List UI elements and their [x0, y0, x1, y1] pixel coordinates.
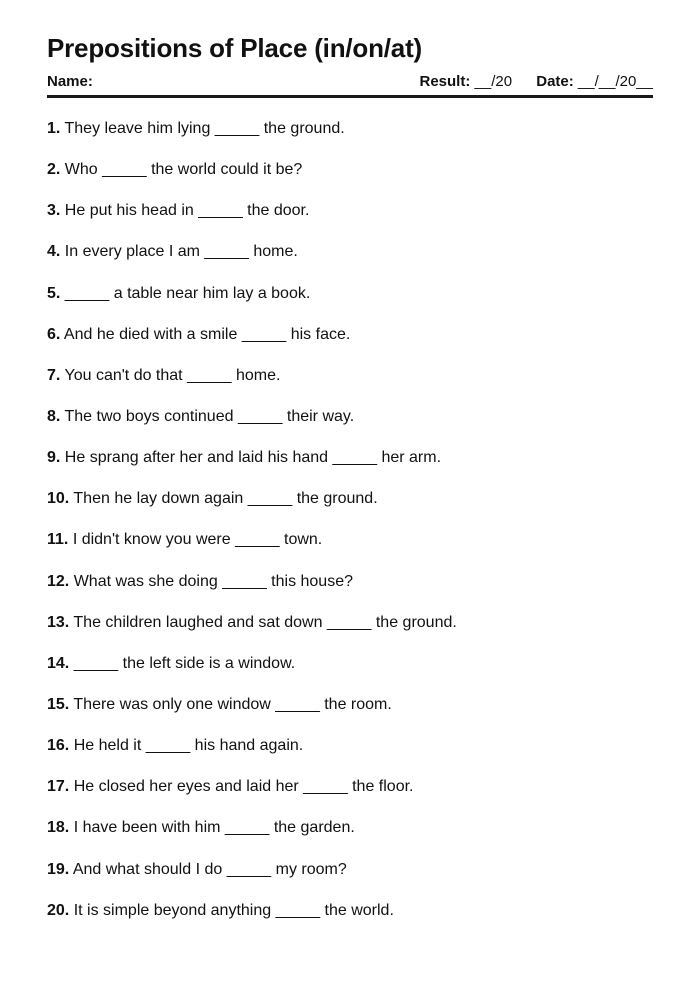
question-number: 13. [47, 613, 70, 631]
question-text: I didn't know you were _____ town. [72, 531, 323, 549]
question-text: There was only one window _____ the room. [73, 695, 392, 713]
header-divider [47, 95, 653, 98]
question-number: 6. [47, 325, 61, 343]
question-text: _____ the left side is a window. [73, 654, 296, 672]
question-text: Then he lay down again _____ the ground. [73, 490, 378, 508]
question-number: 4. [47, 243, 61, 261]
question-text: The children laughed and sat down _____ the ground. [73, 613, 457, 631]
question-item [47, 365, 653, 406]
question-text: The two boys continued _____ their way. [64, 407, 355, 425]
question-list [47, 118, 653, 941]
question-number: 1. [47, 120, 61, 137]
question-item [47, 735, 653, 776]
date-value: __/__/20__ [577, 73, 653, 90]
question-number: 15. [47, 695, 70, 713]
question-text: They leave him lying _____ the ground. [64, 120, 345, 137]
question-text: I have been with him _____ the garden. [73, 819, 355, 837]
question-number: 19. [47, 860, 70, 878]
question-number: 16. [47, 737, 70, 755]
question-number: 3. [47, 202, 61, 220]
question-item [47, 324, 653, 365]
question-item [47, 283, 653, 324]
question-item [47, 571, 653, 612]
question-item [47, 406, 653, 447]
question-text: In every place I am _____ home. [64, 243, 298, 261]
question-text: _____ a table near him lay a book. [64, 284, 311, 302]
question-number: 18. [47, 819, 70, 837]
question-text: He closed her eyes and laid her _____ the floor. [73, 778, 414, 796]
question-item [47, 529, 653, 570]
question-text: He put his head in _____ the door. [64, 202, 310, 220]
question-text: He sprang after her and laid his hand _____ her arm. [64, 449, 442, 467]
question-text: You can't do that _____ home. [64, 366, 281, 384]
question-number: 12. [47, 572, 70, 590]
question-number: 8. [47, 407, 61, 425]
question-item [47, 241, 653, 282]
question-text: And what should I do _____ my room? [72, 860, 347, 878]
question-item [47, 653, 653, 694]
question-number: 5. [47, 284, 61, 302]
question-item [47, 817, 653, 858]
question-number: 10. [47, 490, 70, 508]
result-value: __/20 [474, 73, 513, 90]
question-item [47, 776, 653, 817]
question-item [47, 900, 653, 941]
question-number: 7. [47, 366, 61, 384]
question-item [47, 694, 653, 735]
question-item [47, 159, 653, 200]
result-label: Result: [419, 73, 471, 90]
question-number: 20. [47, 901, 70, 919]
question-number: 2. [47, 161, 61, 179]
question-text: It is simple beyond anything _____ the world. [73, 901, 394, 919]
question-item [47, 612, 653, 653]
question-item [47, 859, 653, 900]
question-text: What was she doing _____ this house? [73, 572, 353, 590]
question-number: 17. [47, 778, 70, 796]
question-item [47, 488, 653, 529]
name-label: Name: [47, 73, 93, 90]
date-label: Date: [536, 73, 574, 90]
question-item [47, 200, 653, 241]
question-item [47, 118, 653, 159]
worksheet-title: Prepositions of Place (in/on/at) [47, 33, 422, 63]
question-number: 9. [47, 449, 61, 467]
result-date-group [420, 72, 654, 92]
worksheet-meta-row [47, 72, 653, 92]
question-text: Who _____ the world could it be? [64, 161, 303, 179]
question-number: 11. [47, 531, 69, 549]
question-item [47, 447, 653, 488]
question-number: 14. [47, 654, 70, 672]
question-text: He held it _____ his hand again. [73, 737, 304, 755]
question-text: And he died with a smile _____ his face. [63, 325, 351, 343]
